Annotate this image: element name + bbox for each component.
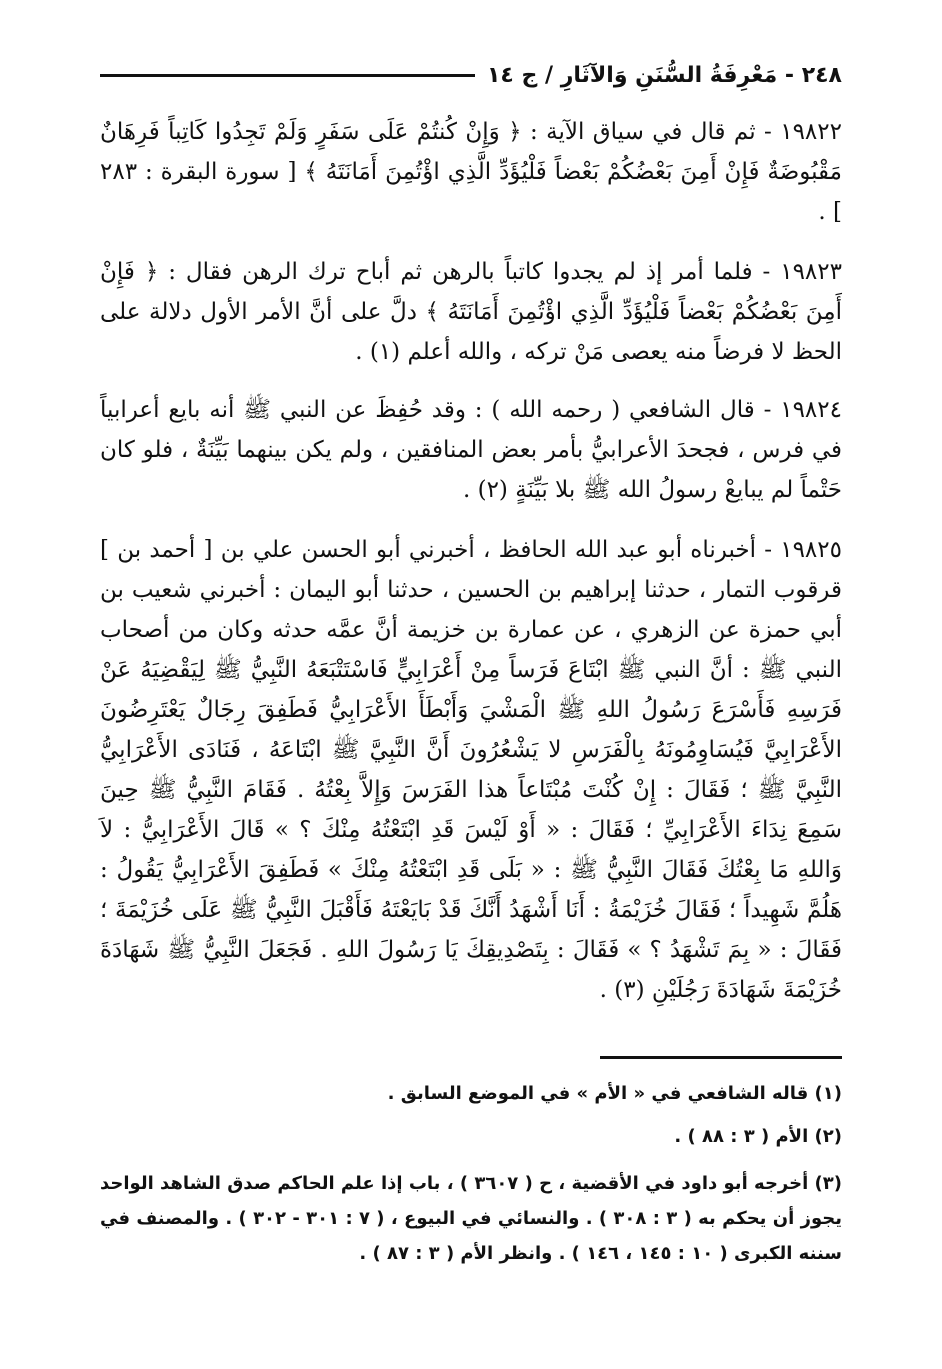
paragraph-19824: ١٩٨٢٤ - قال الشافعي ( رحمه الله ) : وقد حُفِظَ عن النبي ﷺ أنه بايع أعرابياً في فرس ، فجحدَ الأعرابيُّ بأمر بعض المنافقين ، ولم يكن بينهما بَيِّنَةٌ ، فلو كان حَتْماً لم يبايعْ رسولُ الله ﷺ بلا بَيِّنَةٍ (٢) . (100, 397, 842, 503)
paragraph-19823: ١٩٨٢٣ - فلما أمر إذ لم يجدوا كاتباً بالرهن ثم أباح ترك الرهن فقال : ﴿ فَإِنْ أَمِنَ بَعْضُكُمْ بَعْضاً فَلْيُؤَدِّ الَّذِي اؤْتُمِنَ أَمَانَتَهُ ﴾ دلَّ على أنَّ الأمر الأول دلالة على الحظ لا فرضاً منه يعصى مَنْ تركه ، والله أعلم (١) . (100, 259, 842, 365)
main-text (100, 112, 842, 1030)
page-header (100, 58, 842, 92)
footnote-separator (600, 1056, 842, 1059)
paragraph-19822: ١٩٨٢٢ - ثم قال في سياق الآية : ﴿ وَإِنْ كُنتُمْ عَلَى سَفَرٍ وَلَمْ تَجِدُوا كَاتِباً فَرِهَانٌ مَقْبُوضَةٌ فَإِنْ أَمِنَ بَعْضُكُمْ بَعْضاً فَلْيُؤَدِّ الَّذِي اؤْتُمِنَ أَمَانَتَهُ ﴾ [ سورة البقرة : ٢٨٣ ] . (100, 119, 843, 225)
footnote-1: (١) قاله الشافعي في « الأم » في الموضع السابق . (387, 1083, 842, 1104)
footnotes (100, 1076, 842, 1279)
paragraph-19825: ١٩٨٢٥ - أخبرناه أبو عبد الله الحافظ ، أخبرني أبو الحسن علي بن [ أحمد بن ] قرقوب التمار ، حدثنا إبراهيم بن الحسين ، حدثنا أبو اليمان : أخبرني شعيب بن أبي حمزة عن الزهري ، عن عمارة بن خزيمة أنَّ عمَّه حدثه وكان من أصحاب النبي ﷺ : أنَّ النبي ﷺ ابْتَاعَ فَرَساً مِنْ أَعْرَابِيٍّ فَاسْتَتْبَعَهُ النَّبِيُّ ﷺ لِيَقْضِيَهُ عَنْ فَرَسِهِ فَأَسْرَعَ رَسُولُ اللهِ ﷺ الْمَشْيَ وَأَبْطَأَ الأَعْرَابِيُّ فَطَفِقَ رِجَالٌ يَعْتَرِضُونَ الأَعْرَابِيَّ فَيُسَاوِمُونَهُ بِالْفَرَسِ لا يَشْعُرُونَ أَنَّ النَّبِيَّ ﷺ ابْتَاعَهُ ، فَنَادَى الأَعْرَابِيُّ النَّبِيَّ ﷺ ؛ فَقَالَ : إِنْ كُنْتَ مُبْتَاعاً هذا الفَرَسَ وَإِلاَّ بِعْتُهُ . فَقَامَ النَّبِيُّ ﷺ حِينَ سَمِعَ نِدَاءَ الأَعْرَابِيِّ ؛ فَقَالَ : « أَوْ لَيْسَ قَدِ ابْتَعْتُهُ مِنْكَ ؟ » قَالَ الأَعْرَابِيُّ : لاَ وَاللهِ مَا بِعْتُكَ فَقَالَ النَّبِيُّ ﷺ : « بَلَى قَدِ ابْتَعْتُهُ مِنْكَ » فَطَفِقَ الأَعْرَابِيُّ يَقُولُ : هَلُمَّ شَهِيداً ؛ فَقَالَ خُزَيْمَةُ : أَنَا أَشْهَدُ أَنَّكَ قَدْ بَايَعْتَهُ فَأَقْبَلَ النَّبِيُّ ﷺ عَلَى خُزَيْمَةَ ؛ فَقَالَ : « بِمَ تَشْهَدُ ؟ » فَقَالَ : بِتَصْدِيقِكَ يَا رَسُولَ اللهِ . فَجَعَلَ النَّبِيُّ ﷺ شَهَادَةَ خُزَيْمَةَ شَهَادَةَ رَجُلَيْنِ (٣) . (100, 537, 842, 1003)
footnote-2: (٢) الأم ( ٣ : ٨٨ ) . (674, 1126, 842, 1147)
footnote-3: (٣) أخرجه أبو داود في الأقضية ، ح ( ٣٦٠٧ ) ، باب إذا علم الحاكم صدق الشاهد الواحد يجوز أن يحكم به ( ٣ : ٣٠٨ ) . والنسائي في البيوع ، ( ٧ : ٣٠١ - ٣٠٢ ) . والمصنف في سننه الكبرى ( ١٠ : ١٤٥ ، ١٤٦ ) . وانظر الأم ( ٣ : ٨٧ ) . (100, 1173, 842, 1264)
running-title: ٢٤٨ - مَعْرِفَةُ السُّنَنِ وَالآثَارِ / ج ١٤ (486, 62, 842, 88)
header-rule (100, 74, 475, 77)
